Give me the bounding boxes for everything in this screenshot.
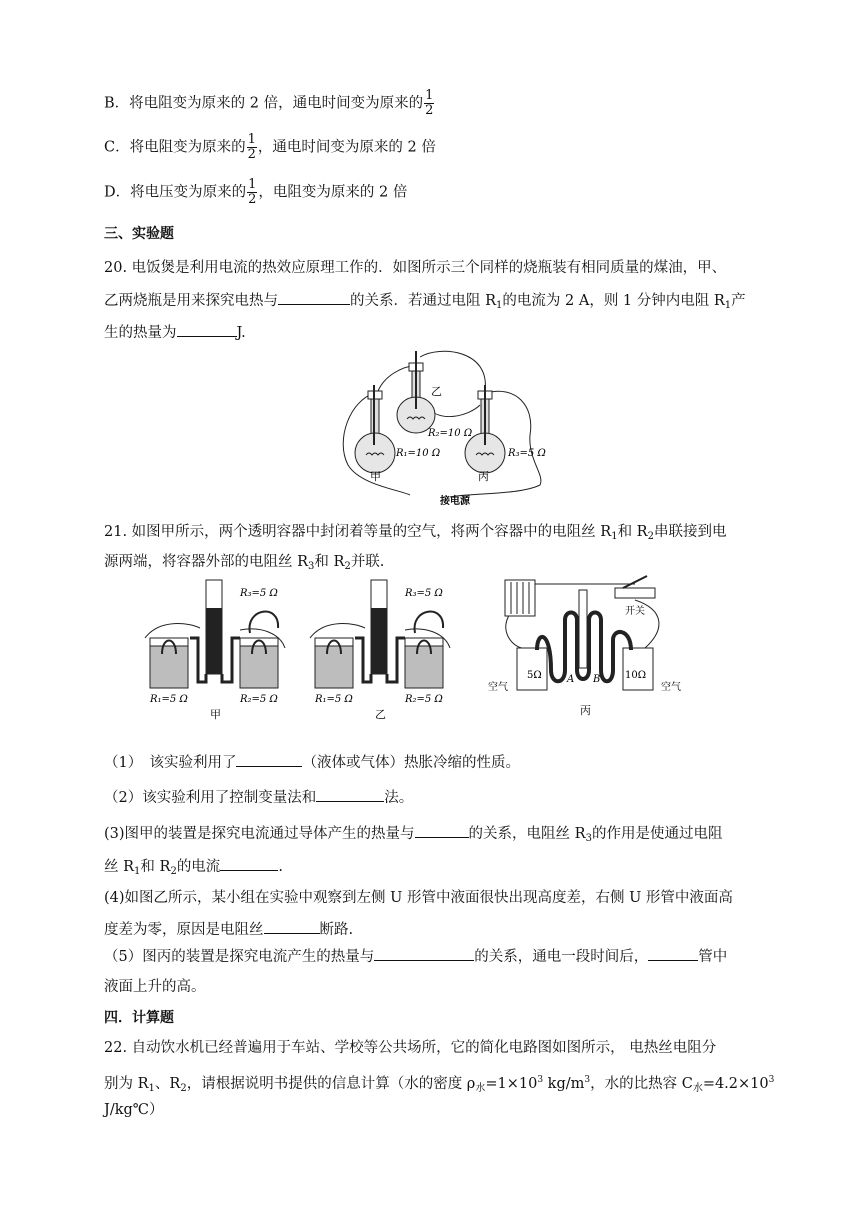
label-switch: 开关 [625,606,645,617]
option-d: D．将电压变为原来的 $\frac{1}{2}$ ，电阻变为原来的 2 倍 [104,177,408,207]
q21-part3: (3)图甲的装置是探究电流通过导体产生的热量与 的关系，电阻丝 $R_3$的作用是使通过电阻 [104,823,722,849]
q21-part3-line2: 丝 $R_1$和 $R_2$的电流 . [104,856,283,882]
option-d-text: D．将电压变为原来的 [104,184,247,201]
label-r2: R₂=10 Ω [428,428,473,439]
label-r3: R₃=5 Ω [405,588,443,599]
label-b: B [593,674,601,685]
label-jia: 甲 [210,708,221,720]
switch-icon [615,576,655,598]
label-power-source: 接电源 [440,496,470,507]
fraction-half: $\frac{1}{2}$ [247,132,256,162]
q21-part5-line2: 液面上升的高。 [104,979,206,995]
q21-part4-line2: 度差为零，原因是电阻丝 断路. [104,919,353,940]
q22-line2: 别为 $R_1$、$R_2$，请根据说明书提供的信息计算（水的密度 $\rho_水=1\times 10^3$ $kg/m^3$，水的比热容 $C_水=4.2\times 10^3$ [104,1075,775,1094]
answer-blank[interactable] [220,856,278,871]
label-air-left: 空气 [488,682,508,693]
option-c-text: C．将电阻变为原来的 [104,139,246,156]
label-5ohm: 5Ω [527,670,542,681]
flask-jia [355,385,395,473]
label-10ohm: 10Ω [625,670,647,681]
fraction-half: $\frac{1}{2}$ [248,177,257,207]
flask-diagram [330,345,560,510]
answer-blank[interactable] [316,787,384,802]
option-b [104,89,435,118]
label-yi: 乙 [375,708,386,720]
u-tube-diagram-bing [485,570,695,720]
answer-blank[interactable] [278,290,350,305]
q21-part5: （5）图丙的装置是探究电流产生的热量与 的关系，通电一段时间后， 管中 [104,946,727,967]
answer-blank[interactable] [415,823,469,838]
label-bing: 丙 [478,470,489,483]
label-r2: R₂=5 Ω [240,694,278,705]
battery-icon [505,580,535,616]
q21-part1: （1） 该实验利用了 （液体或气体）热胀冷缩的性质。 [104,752,520,773]
label-r1: R₁=10 Ω [396,448,441,459]
q22-line1: 22. 自动饮水机已经普遍用于车站、学校等公共场所，它的简化电路图如图所示， 电热丝电阻分 [104,1040,717,1056]
label-r3: R₃=5 Ω [240,588,278,599]
option-c: C．将电阻变为原来的 $\frac{1}{2}$ ，通电时间变为原来的 2 倍 [104,132,436,162]
label-jia: 甲 [370,470,381,483]
flask-yi [397,351,435,433]
q22-line3: J/kg℃） [104,1102,164,1118]
q21-line1: 21. 如图甲所示，两个透明容器中封闭着等量的空气，将两个容器中的电阻丝 $R_1$和 $R_2$串联接到电 [104,524,727,542]
u-tube-diagram-yi [305,578,455,720]
label-r1: R₁=5 Ω [150,694,188,705]
q20-line2: 乙两烧瓶是用来探究电热与 的关系．若通过电阻 $R_1$的电流为 2 A，则 1 分钟内电阻 $R_1$产 [104,290,746,316]
section-calculation-heading: 四．计算题 [104,1010,174,1026]
label-air-right: 空气 [661,682,681,693]
u-tube-diagram-jia [140,578,290,720]
answer-blank[interactable] [264,919,320,934]
label-r2: R₂=5 Ω [405,694,443,705]
section-experiment-heading: 三、实验题 [104,226,174,242]
q20-line3: 生的热量为 J. [104,322,246,343]
answer-blank[interactable] [374,946,474,961]
option-b-text: B．将电阻变为原来的 2 倍，通电时间变为原来的 [104,95,424,112]
label-r1: R₁=5 Ω [315,694,353,705]
q21-part2: （2）该实验利用了控制变量法和 法。 [104,787,413,808]
label-r3: R₃=5 Ω [508,448,546,459]
label-bing: 丙 [580,704,591,717]
answer-blank[interactable] [236,752,302,767]
q21-line2: 源两端，将容器外部的电阻丝 $R_3$和 $R_2$并联. [104,554,385,572]
label-a: A [567,674,575,685]
answer-blank[interactable] [648,946,698,961]
fraction-half: $\frac{1}{2}$ [425,88,434,118]
q20-line1: 20. 电饭煲是利用电流的热效应原理工作的．如图所示三个同样的烧瓶装有相同质量的煤油，甲、 [104,260,727,276]
answer-blank[interactable] [177,322,237,337]
label-yi: 乙 [431,385,442,398]
q21-part4: (4)如图乙所示，某小组在实验中观察到左侧 U 形管中液面很快出现高度差，右侧 U 形管中液面高 [104,890,733,906]
